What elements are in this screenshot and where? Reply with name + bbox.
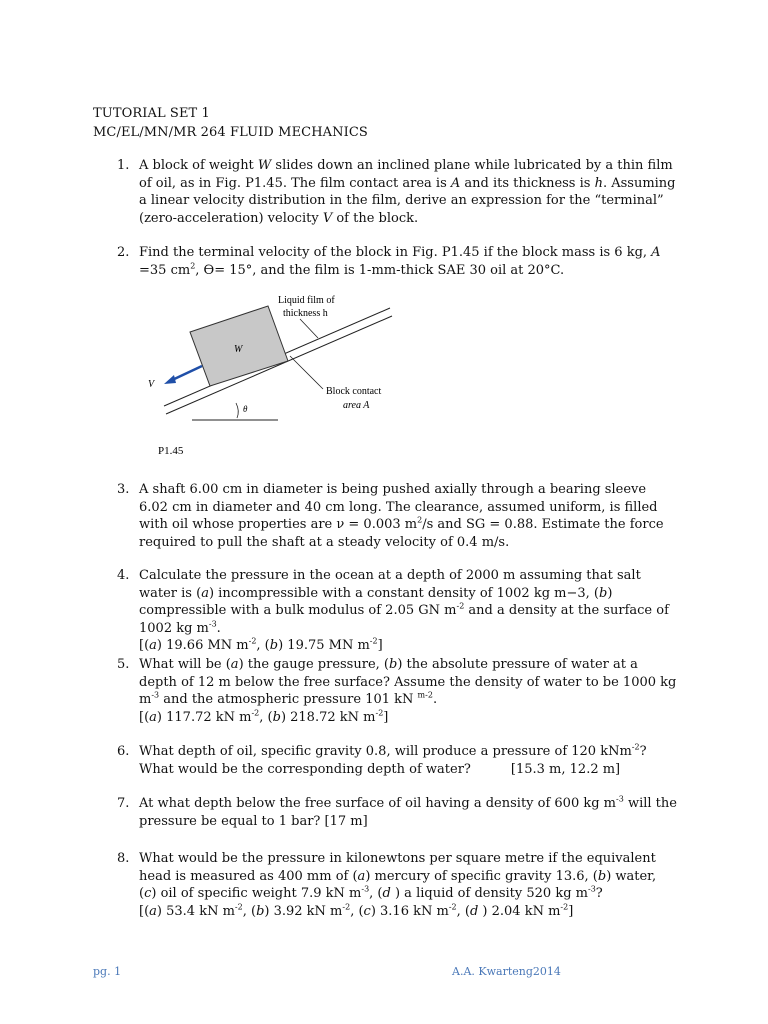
contact-leader-line (290, 356, 323, 389)
angle-label: θ (243, 404, 248, 414)
inclined-plane-figure (140, 288, 400, 460)
question-6 (117, 743, 677, 778)
question-number: 7. (117, 796, 130, 811)
film-label-line1: Liquid film of (278, 295, 335, 306)
question-number: 2. (117, 245, 130, 260)
document-header (93, 104, 368, 142)
answer-line: [(a) 53.4 kN $m^{-2}$, (b) 3.92 kN $m^{-2}$, (c) 3.16 kN $m^{-2}$, (d ) 2.04 kN $m^{-2}$] (139, 902, 574, 919)
answer-line: [(a) 19.66 MN $m^{-2}$, (b) 19.75 MN $m^{-2}$] (139, 636, 383, 653)
film-label-line2: thickness h (283, 308, 328, 319)
question-text: What depth of oil, specific gravity 0.8, will produce a pressure of 120 kNm$^{-2}$? What would be the corresponding depth of water? [15.3 m, 12.2 m] (139, 742, 647, 777)
contact-label-line2: area A (343, 400, 370, 411)
question-number: 8. (117, 851, 130, 866)
velocity-label: V (148, 379, 155, 390)
angle-arc (236, 403, 238, 418)
page-number: pg. 1 (93, 965, 122, 978)
question-number: 6. (117, 744, 130, 759)
answer: [15.3 m, 12.2 m] (510, 761, 621, 777)
question-1 (117, 157, 677, 227)
question-5 (117, 656, 677, 726)
question-text: At what depth below the free surface of oil having a density of 600 kg $m^{-3}$ will the pressure be equal to 1 bar? [17 m] (139, 794, 677, 829)
question-text: A shaft 6.00 cm in diameter is being pushed axially through a bearing sleeve 6.02 cm in diameter and 40 cm long. The clearance, assumed uniform, is filled with oil whose properties are ν = 0.003 $m^2/s$ and SG = 0.88. Estimate the force required to pull the shaft at a steady velocity of 0.4 m/s. (139, 482, 664, 550)
question-7 (117, 795, 677, 830)
question-4 (117, 567, 677, 655)
question-8 (117, 850, 677, 920)
answer-line: [(a) 117.72 kN $m^{-2}$, (b) 218.72 kN $m^{-2}$] (139, 708, 389, 725)
course-title: MC/EL/MN/MR 264 FLUID MECHANICS (93, 125, 368, 140)
velocity-arrowhead (164, 375, 176, 384)
question-text: Find the terminal velocity of the block in Fig. P1.45 if the block mass is 6 kg, A =35 $cm^2$, ϴ= 15°, and the film is 1-mm-thick SAE 30 oil at 20°C. (139, 245, 661, 278)
block-label: W (234, 344, 243, 355)
question-text: What would be the pressure in kilonewtons per square metre if the equivalent head is measured as 400 mm of (a) mercury of specific gravity 13.6, (b) water, (c) oil of specific weight 7.9 kN $m^{-3}$, (d ) a liquid of density 520 kg $m^{-3}$? (139, 851, 657, 901)
question-text: Calculate the pressure in the ocean at a depth of 2000 m assuming that salt water is (a) incompressible with a constant density of 1002 kg m−3, (b) compressible with a bulk modulus of 2.05 GN $m^{-2}$ and a density at the surface of 1002 kg $m^{-3}$. (139, 568, 669, 636)
question-3 (117, 481, 677, 551)
tutorial-title: TUTORIAL SET 1 (93, 106, 210, 121)
question-text: A block of weight W slides down an inclined plane while lubricated by a thin film of oil, as in Fig. P1.45. The film contact area is A and its thickness is h. Assuming a linear velocity distribution in the film, derive an expression for the “terminal” (zero-acceleration) velocity V of the block. (139, 158, 676, 226)
question-number: 5. (117, 657, 130, 672)
contact-label-line1: Block contact (326, 386, 382, 397)
author-footer: A.A. Kwarteng2014 (452, 965, 561, 978)
question-number: 3. (117, 482, 130, 497)
film-leader-line (300, 319, 318, 338)
question-number: 4. (117, 568, 130, 583)
question-number: 1. (117, 158, 130, 173)
figure-caption: P1.45 (158, 445, 184, 457)
question-text: What will be (a) the gauge pressure, (b) the absolute pressure of water at a depth of 12 m below the free surface? Assume the density of water to be 1000 kg $m^{-3}$ and the atmospheric pressure 101 kN $^{m-2}$. (139, 657, 677, 707)
question-2 (117, 244, 677, 279)
